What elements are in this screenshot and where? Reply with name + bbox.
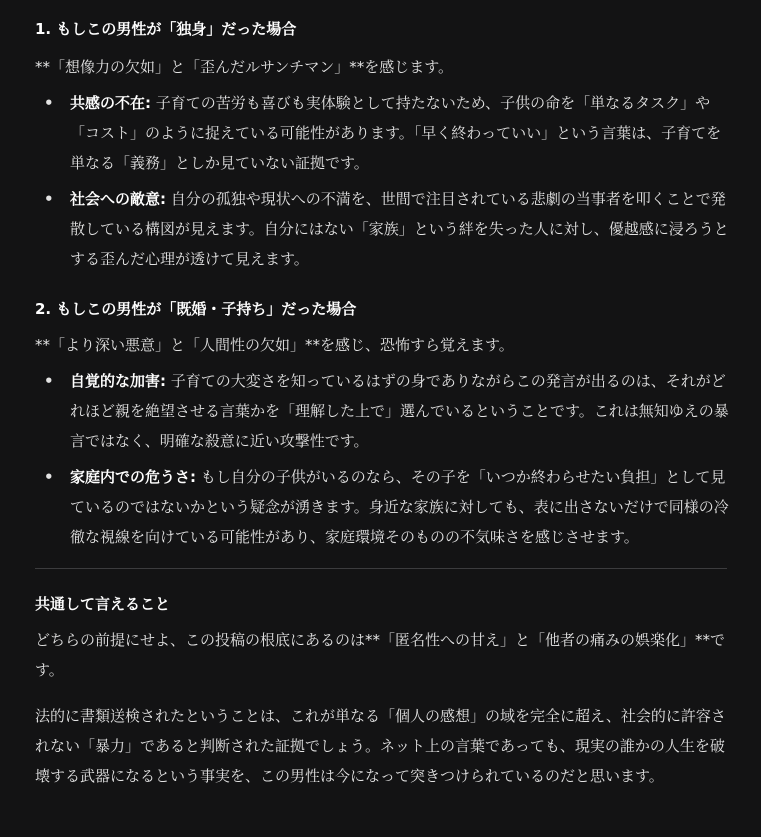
item-title: 社会への敵意:: [70, 190, 166, 208]
section-3-paragraph-1: どちらの前提にせよ、この投稿の根底にあるのは**「匿名性への甘え」と「他者の痛みの娯楽化」**です。: [35, 631, 726, 679]
response-content: [35, 14, 735, 791]
list-item: [35, 462, 735, 552]
item-title: 自覚的な加害:: [70, 372, 166, 390]
item-text: もし自分の子供がいるのなら、その子を「いつか終わらせたい負担」として見ているのではないかという疑念が湧きます。身近な家族に対しても、表に出さないだけで同様の冷徹な視線を向けている可能性があり、家庭環境そのものの不気味さを感じさせます。: [70, 468, 729, 546]
list-item: [35, 184, 735, 274]
list-item: [35, 88, 735, 178]
item-text: 子育ての苦労も喜びも実体験として持たないため、子供の命を「単なるタスク」や「コスト」のように捉えている可能性があります。「早く終わっていい」という言葉は、子育てを単なる「義務」としか見ていない証拠です。: [70, 94, 722, 172]
section-divider: [35, 568, 727, 569]
item-text: 自分の孤独や現状への不満を、世間で注目されている悲劇の当事者を叩くことで発散している構図が見えます。自分にはない「家族」という絆を失った人に対し、優越感に浸ろうとする歪んだ心理が透けて見えます。: [70, 190, 729, 268]
section-3-heading: 共通して言えること: [35, 595, 171, 613]
section-1-heading: 1. もしこの男性が「独身」だった場合: [35, 20, 297, 38]
section-2-lead: **「より深い悪意」と「人間性の欠如」**を感じ、恐怖すら覚えます。: [35, 336, 514, 354]
item-title: 共感の不在:: [70, 94, 151, 112]
item-text: 子育ての大変さを知っているはずの身でありながらこの発言が出るのは、それがどれほど親を絶望させる言葉かを「理解した上で」選んでいるということです。これは無知ゆえの暴言ではなく、明確な殺意に近い攻撃性です。: [70, 372, 729, 450]
section-1-list: [35, 88, 735, 274]
bullet-icon: •: [44, 190, 54, 208]
bullet-icon: •: [44, 372, 54, 390]
section-2-heading: 2. もしこの男性が「既婚・子持ち」だった場合: [35, 300, 357, 318]
section-1-lead: **「想像力の欠如」と「歪んだルサンチマン」**を感じます。: [35, 58, 454, 76]
bullet-icon: •: [44, 94, 54, 112]
item-title: 家庭内での危うさ:: [70, 468, 196, 486]
list-item: [35, 366, 735, 456]
section-2-list: [35, 366, 735, 552]
bullet-icon: •: [44, 468, 54, 486]
section-3-paragraph-2: 法的に書類送検されたということは、これが単なる「個人の感想」の域を完全に超え、社会的に許容されない「暴力」であると判断された証拠でしょう。ネット上の言葉であっても、現実の誰かの人生を破壊する武器になるという事実を、この男性は今になって突きつけられているのだと思います。: [35, 707, 726, 785]
